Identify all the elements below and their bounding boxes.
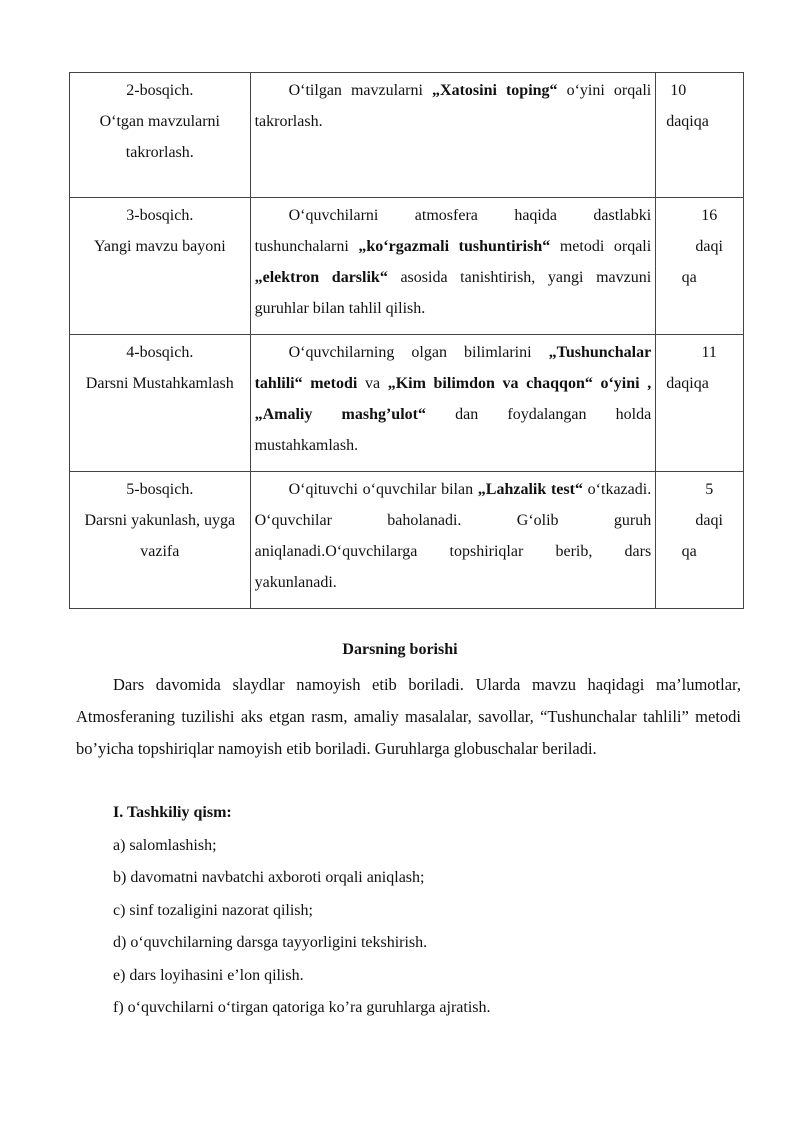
stage-cell <box>70 335 251 472</box>
list-item: e) dars loyihasini e’lon qilish. <box>113 966 304 984</box>
description-bold-text: „elektron darslik“ <box>254 269 388 286</box>
description-text: asosida tanishtirish, yangi mavzuni guruhlar bilan tahlil qilish. <box>254 269 652 317</box>
stage-number: 3-bosqich. <box>126 207 194 224</box>
description-cell <box>250 73 656 198</box>
duration-value: 16 <box>701 207 718 224</box>
duration-unit: daqiqa <box>666 375 709 392</box>
description-text: O‘tilgan mavzularni <box>288 82 433 99</box>
list-item: c) sinf tozaligini nazorat qilish; <box>113 901 313 919</box>
duration-cell <box>656 198 744 335</box>
duration-unit-continued: qa <box>681 269 697 286</box>
description-text: dan foydalangan holda mustahkamlash. <box>254 406 652 454</box>
description-cell <box>250 198 656 335</box>
list-heading: I. Tashkiliy qism: <box>113 804 232 821</box>
duration-cell <box>656 335 744 472</box>
list-item: a) salomlashish; <box>113 836 217 854</box>
table-row <box>70 335 744 472</box>
stage-name: Darsni Mustahkamlash <box>85 375 234 392</box>
organizational-list <box>113 797 491 1025</box>
body-paragraph <box>76 669 741 765</box>
stage-name: Darsni yakunlash, uyga vazifa <box>84 512 236 560</box>
duration-value: 5 <box>705 481 714 498</box>
table-row <box>70 472 744 609</box>
description-bold-text: „Kim bilimdon va chaqqon“ o‘yini , „Amaliy mashg’ulot“ <box>254 375 652 423</box>
description-cell <box>250 472 656 609</box>
section-title: Darsning borishi <box>342 641 458 658</box>
stage-name: O‘tgan mavzularni takrorlash. <box>99 113 220 161</box>
description-bold-text: „Tushunchalar tahlili“ metodi <box>254 344 652 392</box>
paragraph-text: Dars davomida slaydlar namoyish etib boriladi. Ularda mavzu haqidagi ma’lumotlar, Atmosferaning tuzilishi aks etgan rasm, amaliy masalalar, savollar, “Tushunchalar tahlili” metodi bo’yicha topshiriqlar namoyish etib boriladi. Guruhlarga globuschalar beriladi. <box>76 675 741 758</box>
duration-unit: daqi <box>695 238 723 255</box>
list-item: b) davomatni navbatchi axboroti orqali aniqlash; <box>113 869 425 886</box>
stage-cell <box>70 73 251 198</box>
description-text: O‘qituvchi o‘quvchilar bilan <box>288 481 478 498</box>
duration-unit: daqi <box>695 512 723 529</box>
description-text: metodi orqali <box>550 238 652 255</box>
lesson-plan-table <box>69 72 744 609</box>
description-text: o‘yini orqali takrorlash. <box>254 82 652 130</box>
description-bold-text: „Xatosini toping“ <box>432 82 558 99</box>
description-text: O‘quvchilarning olgan bilimlarini <box>288 344 549 361</box>
stage-number: 2-bosqich. <box>126 82 194 99</box>
duration-unit-continued: qa <box>681 543 697 560</box>
description-bold-text: „ko‘rgazmali tushuntirish“ <box>358 238 551 255</box>
stage-number: 5-bosqich. <box>126 481 194 498</box>
table-row <box>70 198 744 335</box>
stage-cell <box>70 472 251 609</box>
description-bold-text: „Lahzalik test“ <box>477 481 583 498</box>
duration-cell <box>656 73 744 198</box>
description-cell <box>250 335 656 472</box>
list-item: d) o‘quvchilarning darsga tayyorligini tekshirish. <box>113 934 428 951</box>
duration-value: 10 <box>670 82 687 99</box>
duration-unit: daqiqa <box>666 113 709 130</box>
description-text: O‘quvchilarni atmosfera haqida dastlabki tushunchalarni <box>254 207 652 255</box>
description-text: o‘tkazadi. O‘quvchilar baholanadi. G‘olib guruh aniqlanadi.O‘quvchilarga topshiriqlar berib, dars yakunlanadi. <box>254 481 652 591</box>
duration-cell <box>656 472 744 609</box>
table-row <box>70 73 744 198</box>
stage-cell <box>70 198 251 335</box>
stage-name: Yangi mavzu bayoni <box>93 238 226 255</box>
stage-number: 4-bosqich. <box>126 344 194 361</box>
list-item: f) o‘quvchilarni o‘tirgan qatoriga ko’ra guruhlarga ajratish. <box>113 999 491 1016</box>
description-text: va <box>357 375 388 392</box>
duration-value: 11 <box>701 344 717 361</box>
